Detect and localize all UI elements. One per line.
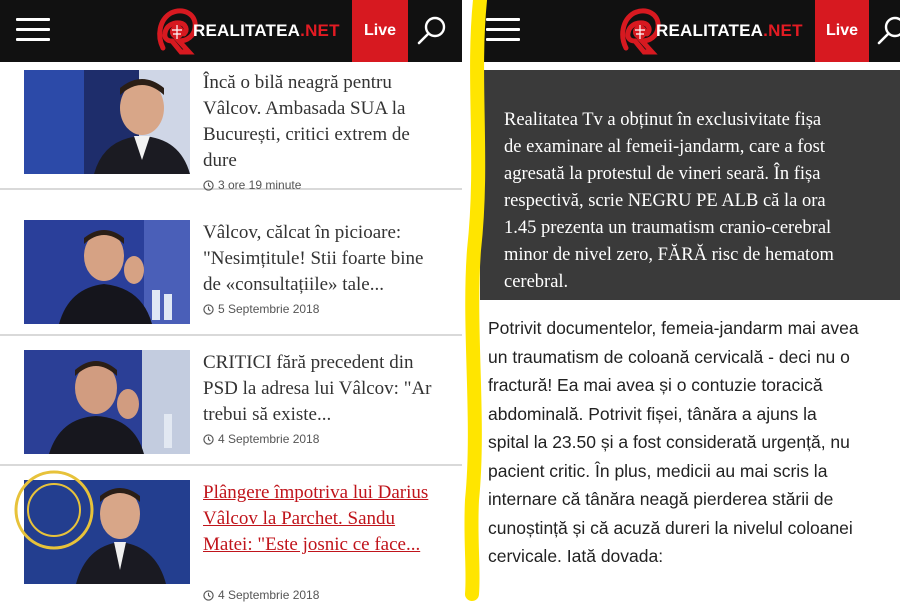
article-date-text: 3 ore 19 minute <box>218 178 302 192</box>
live-button[interactable]: Live <box>815 0 869 62</box>
article-body <box>488 314 908 571</box>
body-line: Potrivit documentelor, femeia-jandarm mai avea <box>488 318 859 338</box>
article-thumbnail[interactable] <box>24 70 190 174</box>
body-line: spital la 23.50 și a fost considerată urgență, nu <box>488 432 850 452</box>
article-title[interactable]: Încă o bilă neagră pentru Vâlcov. Ambasada SUA la București, critici extrem de dure <box>203 72 410 171</box>
article-date <box>203 588 319 602</box>
quote-line: de examinare al femeii-jandarm, care a fost <box>504 137 826 157</box>
article-thumbnail[interactable] <box>24 350 190 454</box>
right-screenshot <box>478 0 900 594</box>
article-thumbnail[interactable] <box>24 220 190 324</box>
search-icon[interactable] <box>876 15 908 47</box>
body-line: cervicale. Iată dovada: <box>488 546 664 566</box>
clock-icon <box>203 304 214 315</box>
site-header <box>0 0 462 62</box>
body-line: cunoștință și că acuză dureri la nivelul coloanei <box>488 517 853 538</box>
clock-icon <box>203 434 214 445</box>
article-thumbnail[interactable] <box>24 480 190 584</box>
news-list-item[interactable] <box>0 338 462 466</box>
article-date <box>203 302 319 316</box>
news-list-item[interactable] <box>0 62 462 190</box>
news-list-item[interactable] <box>0 468 462 602</box>
hamburger-menu-icon[interactable] <box>486 18 520 44</box>
logo-tld: .NET <box>763 21 803 40</box>
body-line: fractură! Ea mai avea și o contuzie toracică <box>488 375 823 395</box>
live-button[interactable]: Live <box>352 0 408 62</box>
search-icon[interactable] <box>416 15 448 47</box>
article-title[interactable]: Vâlcov, călcat în picioare: "Nesimțitule! Stii foarte bine de «consultațiile» tale... <box>203 222 424 295</box>
article-date-text: 4 Septembrie 2018 <box>218 432 320 446</box>
quote-line: agresată la protestul de vineri seară. În fișa <box>504 164 821 184</box>
body-line: pacient critic. În plus, medicii au mai scris la <box>488 460 828 481</box>
body-line: internare că tânăra neagă pierderea stării de <box>488 489 834 509</box>
quote-line: cerebral. <box>504 272 569 292</box>
highlighted-quote-box <box>480 70 900 300</box>
news-list-item[interactable] <box>0 208 462 336</box>
article-date <box>203 178 301 192</box>
article-title[interactable]: CRITICI fără precedent din PSD la adresa lui Vâlcov: "Ar trebui să existe... <box>203 352 432 425</box>
body-line: un traumatism de coloană cervicală - deci nu o <box>488 346 850 367</box>
quote-text <box>504 107 884 296</box>
site-logo[interactable] <box>618 8 803 54</box>
yellow-divider-stroke <box>460 0 490 594</box>
quote-line: minor de nivel zero, FĂRĂ risc de hematom <box>504 245 834 265</box>
quote-line: Realitatea Tv a obținut în exclusivitate fișa <box>504 110 822 130</box>
site-logo[interactable] <box>155 8 340 54</box>
logo-wordmark: REALITATEA <box>656 21 764 40</box>
article-date-text: 4 Septembrie 2018 <box>218 588 320 602</box>
quote-line: 1.45 prezenta un traumatism cranio-cerebral <box>504 218 832 238</box>
article-date-text: 5 Septembrie 2018 <box>218 302 320 316</box>
site-header <box>478 0 900 62</box>
clock-icon <box>203 180 214 191</box>
quote-line: respectivă, scrie NEGRU PE ALB că la ora <box>504 191 826 211</box>
body-line: abdominală. Potrivit fișei, tânăra a ajuns la <box>488 403 817 424</box>
logo-tld: .NET <box>300 21 340 40</box>
article-title-link[interactable]: Plângere împotriva lui Darius Vâlcov la Parchet. Sandu Matei: "Este josnic ce face... <box>203 482 429 555</box>
article-date <box>203 432 319 446</box>
logo-wordmark: REALITATEA <box>193 21 301 40</box>
hamburger-menu-icon[interactable] <box>16 18 50 44</box>
clock-icon <box>203 590 214 601</box>
